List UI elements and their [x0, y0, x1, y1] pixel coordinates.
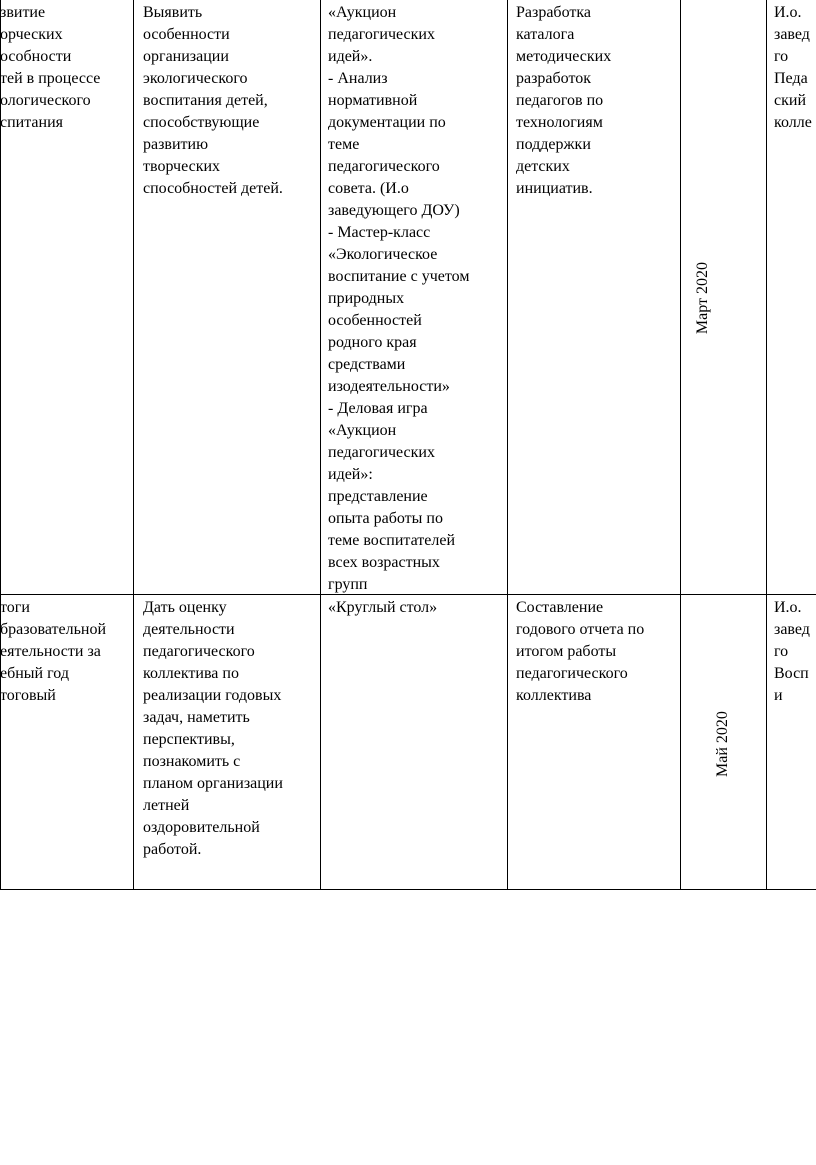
row2-topic-cell: тоги бразовательной еятельности за ебный год тоговый [0, 599, 106, 704]
row1-goal-cell: Выявить особенности организации экологического воспитания детей, способствующие развитию творческих способностей детей. [143, 4, 283, 197]
table-border-bottom [0, 889, 816, 890]
table-divider-2 [320, 0, 321, 890]
table-divider-4 [680, 0, 681, 890]
row2-date-cell: Май 2020 [714, 711, 731, 777]
row2-result-cell: Составление годового отчета по итогом работы педагогического коллектива [516, 599, 645, 704]
row1-responsible-cell: И.о. завед го Педа ский колле [774, 4, 812, 131]
row2-responsible-cell: И.о. завед го Восп и [774, 599, 810, 704]
row2-goal-cell: Дать оценку деятельности педагогического коллектива по реализации годовых задач, наметить перспективы, познакомить с планом организации летней оздоровительной работой. [143, 599, 283, 858]
row1-forms-cell: «Аукцион педагогических идей». - Анализ нормативной документации по теме педагогического совета. (И.о заведующего ДОУ) - Мастер-класс «Экологическое воспитание с учетом природных особенностей родного края средствами изодеятельности» - Деловая игра «Аукцион педагогических идей»: представление опыта работы по теме воспитателей всех возрастных групп [328, 4, 470, 593]
table-divider-1 [133, 0, 134, 890]
table-divider-5 [766, 0, 767, 890]
row2-forms-cell: «Круглый стол» [328, 599, 438, 616]
row1-date-cell: Март 2020 [694, 261, 711, 335]
table-divider-3 [507, 0, 508, 890]
row1-topic-cell: звитие орческих особности тей в процессе ологического спитания [0, 4, 101, 131]
row1-result-cell: Разработка каталога методических разработок педагогов по технологиям поддержки детских инициатив. [516, 4, 612, 197]
